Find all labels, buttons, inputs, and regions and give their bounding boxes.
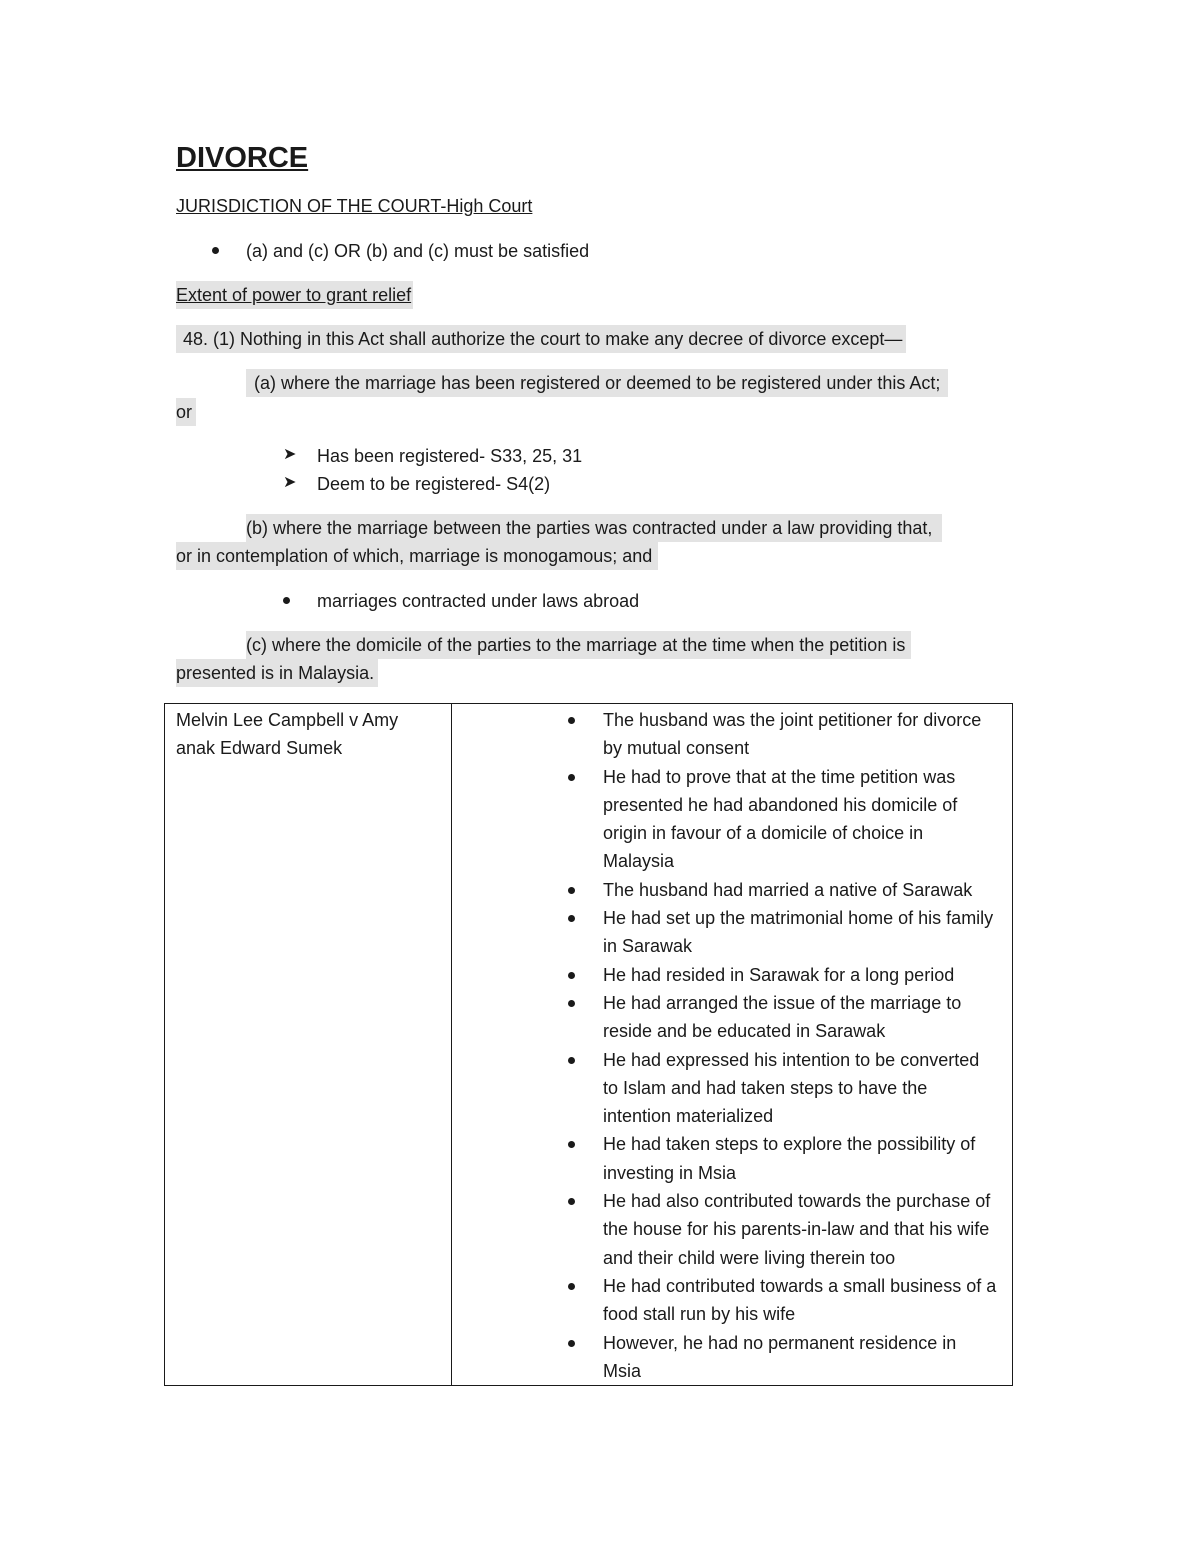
list-item: He had contributed towards a small business of a food stall run by his wife bbox=[603, 1272, 998, 1329]
list-item: He had arranged the issue of the marriage to reside and be educated in Sarawak bbox=[603, 989, 998, 1046]
clause-b-line1: (b) where the marriage between the parties was contracted under a law providing that, bbox=[246, 514, 942, 542]
list-item: He had set up the matrimonial home of his family in Sarawak bbox=[603, 904, 998, 961]
clause-b-bullet-text: marriages contracted under laws abroad bbox=[317, 591, 640, 611]
clause-c-line2: presented is in Malaysia. bbox=[176, 659, 378, 687]
section-48-intro: 48. (1) Nothing in this Act shall authorize the court to make any decree of divorce except— bbox=[176, 325, 906, 353]
clause-a-line2: or bbox=[176, 398, 196, 426]
extent-heading: Extent of power to grant relief bbox=[176, 281, 413, 309]
table-row bbox=[165, 704, 1013, 1386]
condition-bullet-text: (a) and (c) OR (b) and (c) must be satisfied bbox=[246, 241, 590, 261]
list-item: He had taken steps to explore the possibility of investing in Msia bbox=[603, 1130, 998, 1187]
list-item: He had to prove that at the time petition was presented he had abandoned his domicile of origin in favour of a domicile of choice in Malaysia bbox=[603, 763, 998, 876]
page-title: DIVORCE bbox=[176, 142, 309, 174]
case-name: Melvin Lee Campbell v Amy anak Edward Sumek bbox=[176, 710, 399, 759]
registered-point-1: Has been registered- S33, 25, 31 bbox=[317, 446, 583, 466]
case-facts-cell bbox=[452, 704, 1013, 1386]
list-item: The husband had married a native of Sarawak bbox=[603, 876, 998, 904]
arrow-bullet-icon: ➤ bbox=[283, 474, 297, 491]
bullet-icon bbox=[283, 597, 290, 604]
clause-a-line1: (a) where the marriage has been registered or deemed to be registered under this Act; bbox=[246, 369, 948, 397]
registered-point-2: Deem to be registered- S4(2) bbox=[317, 474, 551, 494]
case-name-cell bbox=[165, 704, 452, 1386]
case-facts-list bbox=[452, 704, 1012, 1385]
clause-c-line1: (c) where the domicile of the parties to the marriage at the time when the petition is bbox=[246, 631, 911, 659]
list-item: However, he had no permanent residence in Msia bbox=[603, 1329, 998, 1386]
arrow-bullet-icon: ➤ bbox=[283, 446, 297, 463]
bullet-icon bbox=[212, 247, 219, 254]
list-item: The husband was the joint petitioner for divorce by mutual consent bbox=[603, 706, 998, 763]
list-item: He had expressed his intention to be converted to Islam and had taken steps to have the intention materialized bbox=[603, 1046, 998, 1131]
case-table bbox=[164, 703, 1013, 1386]
list-item: He had resided in Sarawak for a long period bbox=[603, 961, 998, 989]
list-item: He had also contributed towards the purchase of the house for his parents-in-law and that his wife and their child were living therein too bbox=[603, 1187, 998, 1272]
clause-b-line2: or in contemplation of which, marriage is monogamous; and bbox=[176, 542, 658, 570]
jurisdiction-heading: JURISDICTION OF THE COURT-High Court bbox=[176, 196, 533, 216]
